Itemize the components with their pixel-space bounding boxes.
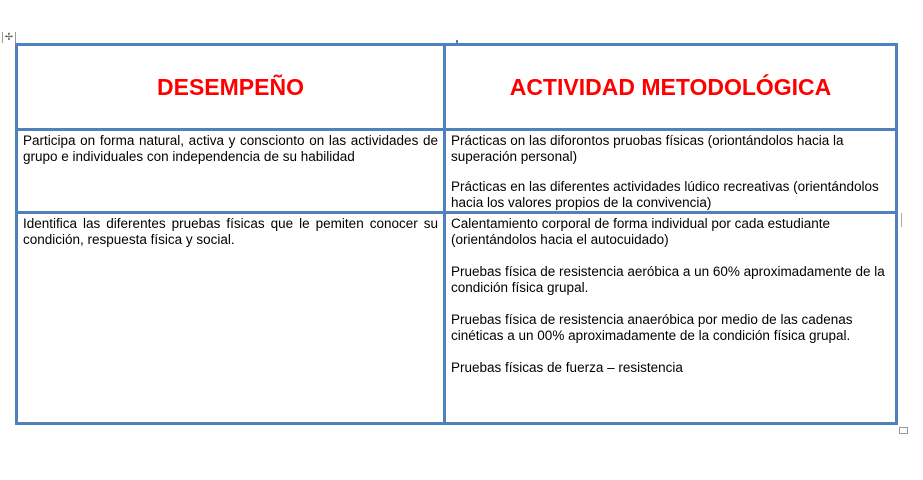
header-desempeno — [18, 46, 443, 128]
table-move-handle-icon[interactable]: ✢ — [2, 32, 16, 43]
row-2-desempeno-cell — [18, 214, 443, 422]
row-2-actividad-cell — [446, 214, 895, 422]
row-marker — [901, 213, 902, 227]
header-actividad-label: ACTIVIDAD METODOLÓGICA — [509, 73, 832, 100]
row-1-actividad-item: Prácticas on las diforontos pruobas físicas (oriontándolos hacia la superación personal) — [451, 133, 844, 164]
table-resize-handle-icon[interactable] — [899, 427, 908, 434]
row-1-actividad-cell — [446, 131, 895, 211]
row-1-desempeno-text: Participa on forma natural, activa y conscionto on las actividades de grupo e individuales con independencia de su habilidad — [23, 133, 438, 164]
header-desempeno-label: DESEMPEÑO — [157, 73, 304, 100]
row-2-actividad-item: Calentamiento corporal de forma individual por cada estudiante (orientándolos hacia el autocuidado) — [451, 216, 830, 247]
row-2-desempeno-text: Identifica las diferentes pruebas físicas que le pemiten conocer su condición, respuesta física y social. — [23, 216, 438, 247]
row-2-actividad-item: Pruebas física de resistencia aeróbica a un 60% aproximadamente de la condición física grupal. — [451, 264, 885, 295]
row-1-actividad-item: Prácticas en las diferentes actividades lúdico recreativas (orientándolos hacia los valores propios de la convivencia) — [451, 179, 879, 210]
performance-table — [15, 43, 898, 425]
row-2-actividad-item: Pruebas física de resistencia anaeróbica por medio de las cadenas cinéticas a un 00% aproximadamente de la condición física grupal. — [451, 312, 853, 343]
row-1-desempeno-cell — [18, 131, 443, 211]
row-2-actividad-item: Pruebas físicas de fuerza – resistencia — [451, 360, 683, 375]
header-actividad — [446, 46, 895, 128]
